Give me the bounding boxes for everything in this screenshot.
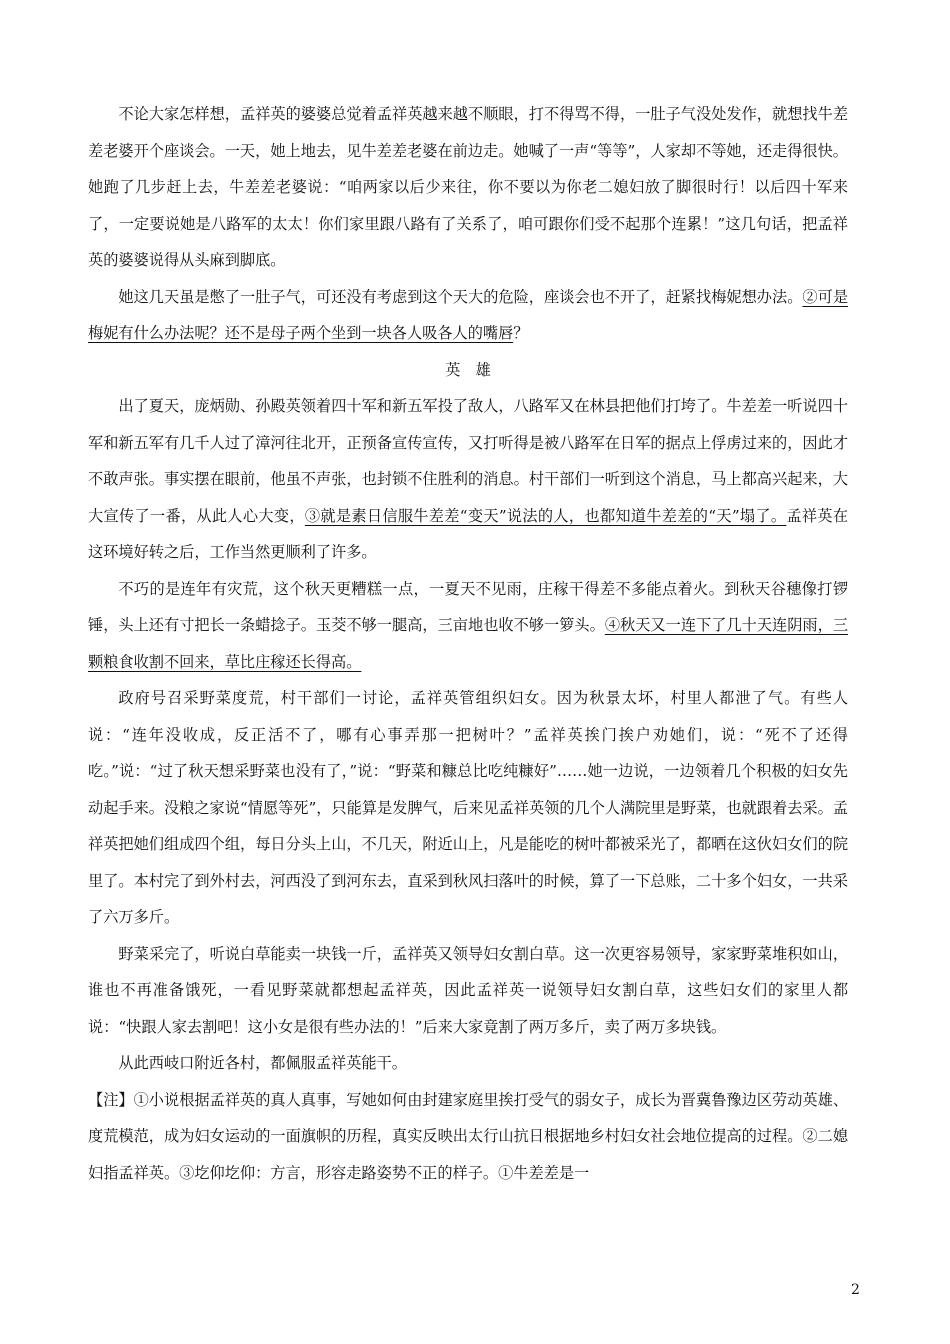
text-run: 政府号召采野菜度荒，村干部们一讨论，孟祥英管组织妇女。因为秋景太坏，村里人都泄了气。有些人说：“连年没收成，反正活不了，哪有心事弄那一把树叶？”孟祥英挨门挨户劝她们，说：“死不了还得吃。”说：“过了秋天想采野菜也没有了，”说：“野菜和糠总比吃纯糠好”……她一边说，一边领着几个积极的妇女先动起手来。没粮之家说“情愿等死”，只能算是发脾气，后来见孟祥英领的几个人满院里是野菜，也就跟着去采。孟祥英把她们组成四个组，每日分头上山，不几天，附近山上，凡是能吃的树叶都被采光了，都晒在这伙妇女们的院里了。本村完了到外村去，河西没了到河东去，直采到秋风扫落叶的时候，算了一下总账，二十多个妇女，一共采了六万多斤。 [88,689,848,926]
text-run: ？ [513,324,529,342]
paragraph [88,96,848,279]
document-page [88,96,848,1191]
paragraph [88,388,848,571]
paragraph [88,680,848,936]
paragraph [88,571,848,681]
text-run: 出了夏天，庞炳勋、孙殿英领着四十军和新五军投了敌人，八路军又在林县把他们打垮了。牛差差一听说四十军和新五军有几千人过了漳河往北开，正预备宣传宣传，又打听得是被八路军在日军的据点上俘虏过来的，因此才不敢声张。事实摆在眼前，他虽不声张，也封锁不住胜利的消息。村干部们一听到这个消息，马上都高兴起来，大大宣传了一番，从此人心大变， [88,397,848,525]
text-run: 从此西岐口附近各村，都佩服孟祥英能干。 [118,1054,407,1072]
paragraph [88,1045,848,1082]
underlined-sentence: ②可是梅妮有什么办法呢？还不是母子两个坐到一块各人吸各人的嘴唇 [88,287,849,342]
page-number: 2 [851,1282,860,1298]
annotation-note: 【注】①小说根据孟祥英的真人真事，写她如何由封建家庭里挨打受气的弱女子，成长为晋冀鲁豫边区劳动英雄、度荒模范，成为妇女运动的一面旗帜的历程，真实反映出太行山抗日根据地乡村妇女社会地位提高的过程。②二媳妇指孟祥英。③圪仰圪仰：方言，形容走路姿势不正的样子。①牛差差是一 [88,1090,848,1182]
text-run: 不巧的是连年有灾荒，这个秋天更糟糕一点，一夏天不见雨，庄稼干得差不多能点着火。到秋天谷穗像打锣锤，头上还有寸把长一条蜡捻子。玉茭不够一腿高，三亩地也收不够一箩头。 [88,579,848,634]
text-run: 不论大家怎样想，孟祥英的婆婆总觉着孟祥英越来越不顺眼，打不得骂不得，一肚子气没处发作，就想找牛差差老婆开个座谈会。一天，她上地去，见牛差差老婆在前边走。她喊了一声“等等”，人家却不等她，还走得很快。她跑了几步赶上去，牛差差老婆说：“咱两家以后少来往，你不要以为你老二媳妇放了脚很时行！以后四十军来了，一定要说她是八路军的太太！你们家里跟八路有了关系了，咱可跟你们受不起那个连累！”这几句话，把孟祥英的婆婆说得从头麻到脚底。 [88,105,848,269]
text-run: 孟祥英在这环境好转之后，工作当然更顺利了许多。 [88,506,849,561]
underlined-sentence: ④秋天又一连下了几十天连阴雨，三颗粮食收割不回来，草比庄稼还长得高。 [88,616,849,671]
section-one-text [88,96,848,352]
underlined-sentence: ③就是素日信服牛差差“变天”说法的人，也都知道牛差差的“天”塌了。 [304,506,787,525]
paragraph [88,279,848,352]
section-two-text [88,388,848,1082]
section-title: 英雄 [445,360,506,379]
paragraph [88,936,848,1046]
text-run: 她这几天虽是憋了一肚子气，可还没有考虑到这个天大的危险，座谈会也不开了，赶紧找梅妮想办法。 [118,287,803,306]
text-run: 野菜采完了，听说白草能卖一块钱一斤，孟祥英又领导妇女割白草。这一次更容易领导，家家野菜堆积如山，谁也不再准备饿死，一看见野菜就都想起孟祥英，因此孟祥英一说领导妇女割白草，这些妇女们的家里人都说：“快跟人家去割吧！这小女是很有些办法的！”后来大家竟割了两万多斤，卖了两万多块钱。 [88,944,848,1036]
